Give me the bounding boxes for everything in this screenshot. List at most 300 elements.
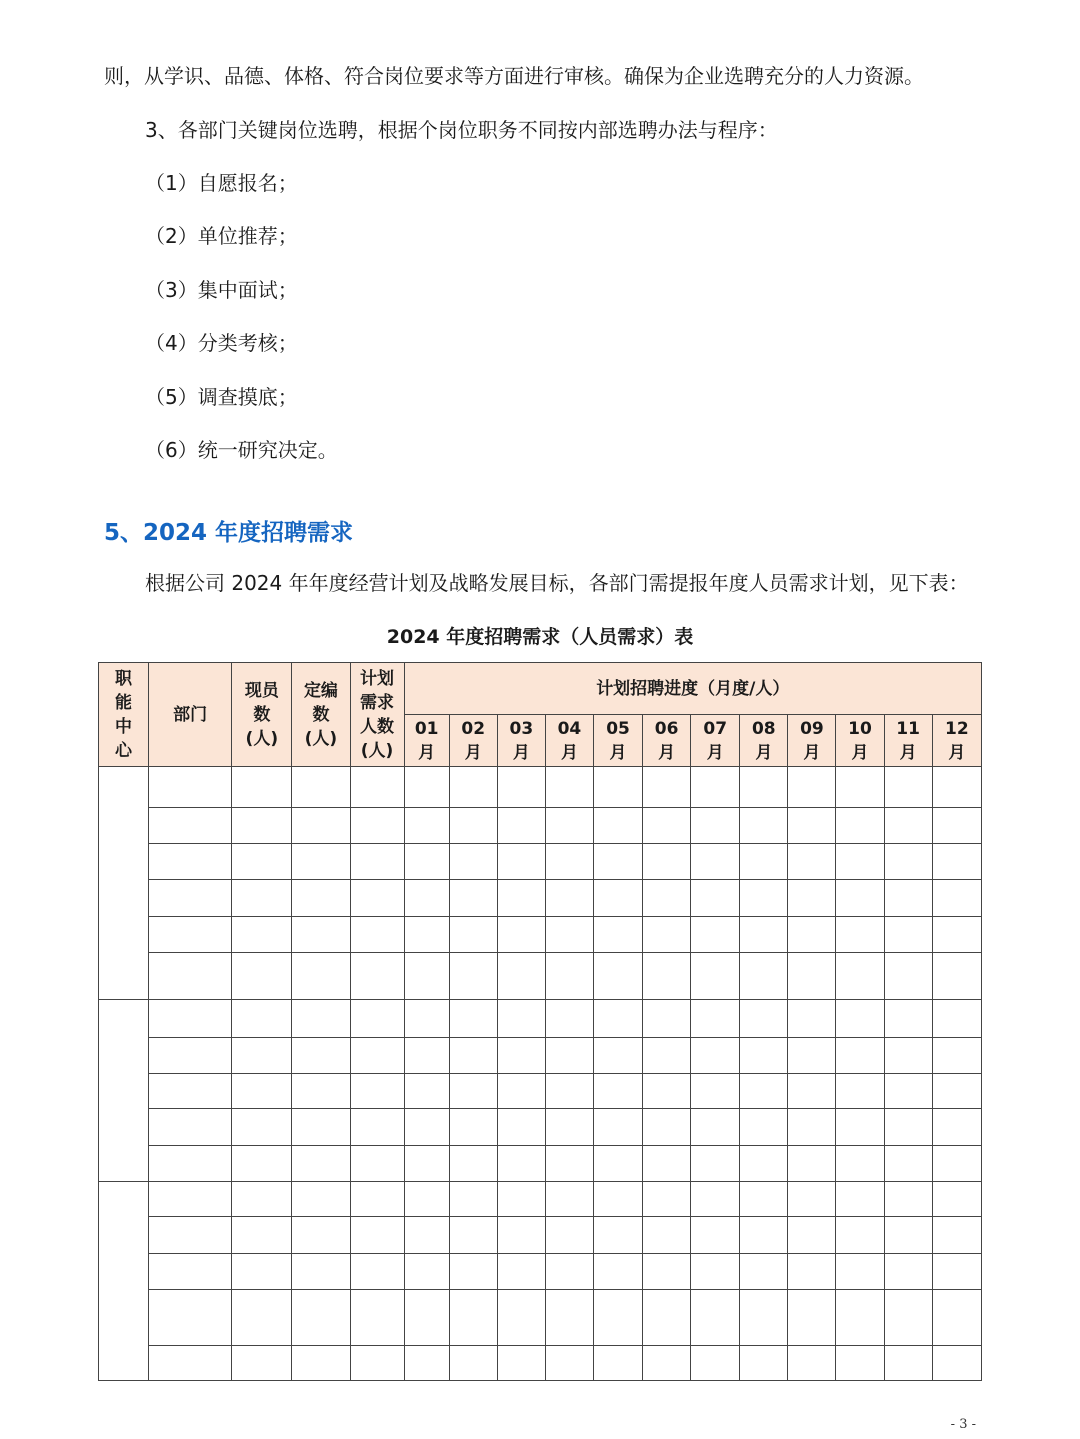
header-quota: 定编数(人) xyxy=(292,663,350,767)
table-row xyxy=(99,1146,982,1182)
table-cell[interactable] xyxy=(740,1290,788,1346)
table-cell[interactable] xyxy=(350,1074,404,1109)
table-cell[interactable] xyxy=(232,1109,292,1146)
table-cell[interactable] xyxy=(932,917,981,953)
table-row xyxy=(99,1346,982,1381)
table-cell[interactable] xyxy=(643,917,691,953)
table-cell[interactable] xyxy=(932,1182,981,1217)
table-cell[interactable] xyxy=(884,1217,932,1254)
header-month: 09 月 xyxy=(788,715,836,767)
table-cell[interactable] xyxy=(497,844,545,880)
table-cell[interactable] xyxy=(497,1290,545,1346)
table-row xyxy=(99,808,982,844)
table-cell[interactable] xyxy=(643,1217,691,1254)
table-cell[interactable] xyxy=(884,1146,932,1182)
table-cell[interactable] xyxy=(292,1109,350,1146)
table-cell[interactable] xyxy=(593,953,642,1000)
header-planned: 计划需求人数(人) xyxy=(350,663,404,767)
table-cell[interactable] xyxy=(545,953,593,1000)
table-cell[interactable] xyxy=(404,1109,449,1146)
table-cell[interactable] xyxy=(292,1346,350,1381)
table-cell[interactable] xyxy=(149,1290,232,1346)
table-cell[interactable] xyxy=(350,1182,404,1217)
table-cell[interactable] xyxy=(740,1109,788,1146)
table-cell[interactable] xyxy=(836,1182,884,1217)
table-cell[interactable] xyxy=(449,917,497,953)
table-cell[interactable] xyxy=(691,844,740,880)
table-cell[interactable] xyxy=(593,1146,642,1182)
table-cell[interactable] xyxy=(643,1290,691,1346)
table-cell[interactable] xyxy=(884,953,932,1000)
table-cell[interactable] xyxy=(497,1109,545,1146)
table-cell[interactable] xyxy=(497,1254,545,1290)
table-row xyxy=(99,1000,982,1038)
table-cell[interactable] xyxy=(884,1074,932,1109)
table-cell[interactable] xyxy=(884,1290,932,1346)
table-cell[interactable] xyxy=(643,1146,691,1182)
table-cell[interactable] xyxy=(232,808,292,844)
table-cell[interactable] xyxy=(232,1038,292,1074)
table-cell[interactable] xyxy=(149,844,232,880)
table-cell[interactable] xyxy=(691,1217,740,1254)
table-cell[interactable] xyxy=(149,767,232,808)
table-cell[interactable] xyxy=(788,1217,836,1254)
table-cell[interactable] xyxy=(497,767,545,808)
table-cell[interactable] xyxy=(643,1038,691,1074)
table-cell[interactable] xyxy=(740,1254,788,1290)
table-cell[interactable] xyxy=(545,917,593,953)
table-cell[interactable] xyxy=(788,1109,836,1146)
table-cell[interactable] xyxy=(232,767,292,808)
list-item-6: （6）统一研究决定。 xyxy=(145,438,338,462)
table-cell[interactable] xyxy=(545,808,593,844)
table-cell[interactable] xyxy=(593,1217,642,1254)
table-cell[interactable] xyxy=(404,880,449,917)
table-cell[interactable] xyxy=(836,1038,884,1074)
table-row xyxy=(99,1109,982,1146)
header-month: 07 月 xyxy=(691,715,740,767)
table-cell[interactable] xyxy=(350,1346,404,1381)
table-cell[interactable] xyxy=(292,1146,350,1182)
intro-paragraph: 根据公司 2024 年年度经营计划及战略发展目标，各部门需提报年度人员需求计划，见下表： xyxy=(145,571,969,595)
table-cell[interactable] xyxy=(350,880,404,917)
table-cell[interactable] xyxy=(149,1146,232,1182)
table-cell[interactable] xyxy=(232,1074,292,1109)
table-cell[interactable] xyxy=(788,767,836,808)
table-cell[interactable] xyxy=(232,917,292,953)
table-cell[interactable] xyxy=(292,767,350,808)
table-cell[interactable] xyxy=(691,1000,740,1038)
table-cell[interactable] xyxy=(932,1290,981,1346)
table-cell[interactable] xyxy=(449,953,497,1000)
table-cell[interactable] xyxy=(836,1346,884,1381)
table-cell[interactable] xyxy=(932,1109,981,1146)
table-cell[interactable] xyxy=(884,880,932,917)
table-cell[interactable] xyxy=(836,1254,884,1290)
table-cell[interactable] xyxy=(884,1182,932,1217)
table-cell[interactable] xyxy=(691,1109,740,1146)
table-cell[interactable] xyxy=(740,1146,788,1182)
table-cell[interactable] xyxy=(292,844,350,880)
table-cell[interactable] xyxy=(449,808,497,844)
table-cell[interactable] xyxy=(884,808,932,844)
table-cell[interactable] xyxy=(545,1254,593,1290)
table-cell[interactable] xyxy=(691,1074,740,1109)
table-cell[interactable] xyxy=(292,1074,350,1109)
table-cell[interactable] xyxy=(449,1038,497,1074)
table-cell[interactable] xyxy=(350,1109,404,1146)
table-cell[interactable] xyxy=(404,917,449,953)
table-cell[interactable] xyxy=(292,1038,350,1074)
table-cell[interactable] xyxy=(449,1346,497,1381)
table-cell[interactable] xyxy=(350,953,404,1000)
table-cell[interactable] xyxy=(545,1217,593,1254)
table-cell[interactable] xyxy=(740,844,788,880)
table-cell[interactable] xyxy=(449,1217,497,1254)
table-cell[interactable] xyxy=(691,1038,740,1074)
table-cell[interactable] xyxy=(545,1109,593,1146)
table-cell[interactable] xyxy=(350,917,404,953)
table-cell[interactable] xyxy=(404,1290,449,1346)
table-cell[interactable] xyxy=(836,844,884,880)
table-cell[interactable] xyxy=(232,1182,292,1217)
center-cell[interactable] xyxy=(99,767,149,1000)
table-cell[interactable] xyxy=(691,1290,740,1346)
table-cell[interactable] xyxy=(149,1000,232,1038)
table-cell[interactable] xyxy=(404,1217,449,1254)
table-cell[interactable] xyxy=(497,953,545,1000)
table-cell[interactable] xyxy=(497,917,545,953)
table-cell[interactable] xyxy=(788,808,836,844)
table-cell[interactable] xyxy=(292,953,350,1000)
table-cell[interactable] xyxy=(149,1074,232,1109)
table-cell[interactable] xyxy=(884,1346,932,1381)
table-cell[interactable] xyxy=(149,1109,232,1146)
table-cell[interactable] xyxy=(643,808,691,844)
table-cell[interactable] xyxy=(449,1074,497,1109)
table-cell[interactable] xyxy=(350,808,404,844)
table-cell[interactable] xyxy=(932,1146,981,1182)
table-cell[interactable] xyxy=(497,1182,545,1217)
table-cell[interactable] xyxy=(740,1000,788,1038)
table-cell[interactable] xyxy=(292,1217,350,1254)
center-cell[interactable] xyxy=(99,1000,149,1182)
table-cell[interactable] xyxy=(836,1000,884,1038)
table-cell[interactable] xyxy=(691,917,740,953)
table-row xyxy=(99,1217,982,1254)
table-cell[interactable] xyxy=(232,1217,292,1254)
table-cell[interactable] xyxy=(932,1346,981,1381)
table-cell[interactable] xyxy=(404,1038,449,1074)
table-cell[interactable] xyxy=(593,1074,642,1109)
table-cell[interactable] xyxy=(593,917,642,953)
table-cell[interactable] xyxy=(545,1182,593,1217)
table-cell[interactable] xyxy=(740,808,788,844)
table-cell[interactable] xyxy=(497,1217,545,1254)
table-cell[interactable] xyxy=(643,1000,691,1038)
table-cell[interactable] xyxy=(545,1000,593,1038)
table-cell[interactable] xyxy=(691,1254,740,1290)
section-heading: 5、2024 年度招聘需求 xyxy=(104,520,354,546)
table-cell[interactable] xyxy=(740,767,788,808)
table-row xyxy=(99,1038,982,1074)
table-cell[interactable] xyxy=(643,880,691,917)
table-cell[interactable] xyxy=(449,1000,497,1038)
table-cell[interactable] xyxy=(292,880,350,917)
table-cell[interactable] xyxy=(149,1346,232,1381)
table-row xyxy=(99,880,982,917)
header-month: 03 月 xyxy=(497,715,545,767)
table-cell[interactable] xyxy=(292,917,350,953)
header-month: 05 月 xyxy=(593,715,642,767)
table-cell[interactable] xyxy=(497,1146,545,1182)
table-cell[interactable] xyxy=(884,767,932,808)
center-cell[interactable] xyxy=(99,1182,149,1381)
recruitment-table xyxy=(98,662,982,1381)
table-cell[interactable] xyxy=(932,953,981,1000)
table-cell[interactable] xyxy=(836,917,884,953)
table-cell[interactable] xyxy=(149,808,232,844)
table-cell[interactable] xyxy=(232,1146,292,1182)
table-cell[interactable] xyxy=(836,880,884,917)
table-cell[interactable] xyxy=(149,953,232,1000)
table-cell[interactable] xyxy=(232,953,292,1000)
header-row-1 xyxy=(99,663,982,715)
table-cell[interactable] xyxy=(643,1109,691,1146)
table-cell[interactable] xyxy=(350,1000,404,1038)
table-cell[interactable] xyxy=(788,917,836,953)
table-cell[interactable] xyxy=(788,953,836,1000)
table-cell[interactable] xyxy=(593,1346,642,1381)
table-cell[interactable] xyxy=(404,767,449,808)
list-item-2: （2）单位推荐； xyxy=(145,224,298,248)
table-cell[interactable] xyxy=(232,880,292,917)
table-cell[interactable] xyxy=(932,880,981,917)
table-cell[interactable] xyxy=(691,1346,740,1381)
table-cell[interactable] xyxy=(350,1038,404,1074)
table-cell[interactable] xyxy=(691,767,740,808)
header-month: 04 月 xyxy=(545,715,593,767)
table-cell[interactable] xyxy=(932,1217,981,1254)
table-cell[interactable] xyxy=(497,1000,545,1038)
table-cell[interactable] xyxy=(643,767,691,808)
table-cell[interactable] xyxy=(788,1074,836,1109)
table-cell[interactable] xyxy=(788,1254,836,1290)
table-cell[interactable] xyxy=(643,1074,691,1109)
header-month: 06 月 xyxy=(643,715,691,767)
table-cell[interactable] xyxy=(836,1217,884,1254)
header-month: 11 月 xyxy=(884,715,932,767)
table-cell[interactable] xyxy=(232,1000,292,1038)
table-cell[interactable] xyxy=(593,1109,642,1146)
table-cell[interactable] xyxy=(545,1290,593,1346)
table-cell[interactable] xyxy=(932,1000,981,1038)
list-item-4: （4）分类考核； xyxy=(145,331,298,355)
table-cell[interactable] xyxy=(932,844,981,880)
table-row xyxy=(99,1074,982,1109)
table-cell[interactable] xyxy=(350,844,404,880)
table-cell[interactable] xyxy=(836,953,884,1000)
table-cell[interactable] xyxy=(449,1290,497,1346)
table-row xyxy=(99,1254,982,1290)
table-cell[interactable] xyxy=(404,844,449,880)
table-cell[interactable] xyxy=(497,1346,545,1381)
table-cell[interactable] xyxy=(350,1217,404,1254)
table-cell[interactable] xyxy=(593,1182,642,1217)
table-cell[interactable] xyxy=(740,880,788,917)
table-cell[interactable] xyxy=(932,1038,981,1074)
paragraph-2: 3、各部门关键岗位选聘，根据个岗位职务不同按内部选聘办法与程序： xyxy=(145,118,778,142)
table-cell[interactable] xyxy=(292,1290,350,1346)
table-cell[interactable] xyxy=(932,1074,981,1109)
header-dept: 部门 xyxy=(149,663,232,767)
table-cell[interactable] xyxy=(691,808,740,844)
table-cell[interactable] xyxy=(593,808,642,844)
table-cell[interactable] xyxy=(449,1254,497,1290)
table-cell[interactable] xyxy=(836,1074,884,1109)
table-cell[interactable] xyxy=(232,1346,292,1381)
table-cell[interactable] xyxy=(593,1254,642,1290)
table-cell[interactable] xyxy=(404,1182,449,1217)
table-cell[interactable] xyxy=(932,1254,981,1290)
table-cell[interactable] xyxy=(932,767,981,808)
table-cell[interactable] xyxy=(643,953,691,1000)
table-cell[interactable] xyxy=(836,767,884,808)
table-cell[interactable] xyxy=(292,1000,350,1038)
table-cell[interactable] xyxy=(836,1290,884,1346)
table-cell[interactable] xyxy=(292,808,350,844)
list-item-1: （1）自愿报名； xyxy=(145,171,298,195)
table-cell[interactable] xyxy=(545,844,593,880)
table-cell[interactable] xyxy=(836,1109,884,1146)
table-cell[interactable] xyxy=(404,808,449,844)
table-cell[interactable] xyxy=(149,1217,232,1254)
table-cell[interactable] xyxy=(449,1146,497,1182)
header-month: 01 月 xyxy=(404,715,449,767)
table-cell[interactable] xyxy=(350,1290,404,1346)
table-cell[interactable] xyxy=(149,1182,232,1217)
header-month: 02 月 xyxy=(449,715,497,767)
table-cell[interactable] xyxy=(884,1254,932,1290)
table-cell[interactable] xyxy=(691,953,740,1000)
table-cell[interactable] xyxy=(149,1038,232,1074)
table-cell[interactable] xyxy=(545,767,593,808)
table-cell[interactable] xyxy=(643,844,691,880)
header-progress: 计划招聘进度（月度/人） xyxy=(404,663,981,715)
table-cell[interactable] xyxy=(449,844,497,880)
table-row xyxy=(99,844,982,880)
table-cell[interactable] xyxy=(884,1000,932,1038)
table-cell[interactable] xyxy=(836,808,884,844)
table-cell[interactable] xyxy=(884,1038,932,1074)
table-cell[interactable] xyxy=(932,808,981,844)
table-cell[interactable] xyxy=(836,1146,884,1182)
table-cell[interactable] xyxy=(497,1038,545,1074)
table-cell[interactable] xyxy=(449,767,497,808)
table-cell[interactable] xyxy=(788,880,836,917)
paragraph-1: 则，从学识、品德、体格、符合岗位要求等方面进行审核。确保为企业选聘充分的人力资源。 xyxy=(104,64,924,88)
table-cell[interactable] xyxy=(404,1074,449,1109)
table-cell[interactable] xyxy=(593,844,642,880)
table-cell[interactable] xyxy=(545,1346,593,1381)
table-cell[interactable] xyxy=(149,917,232,953)
table-cell[interactable] xyxy=(497,1074,545,1109)
table-cell[interactable] xyxy=(593,1000,642,1038)
table-title: 2024 年度招聘需求（人员需求）表 xyxy=(386,626,694,648)
page-number: - 3 - xyxy=(950,1417,976,1432)
table-cell[interactable] xyxy=(593,880,642,917)
table-cell[interactable] xyxy=(884,917,932,953)
table-cell[interactable] xyxy=(788,844,836,880)
table-cell[interactable] xyxy=(788,1290,836,1346)
table-cell[interactable] xyxy=(740,1182,788,1217)
table-cell[interactable] xyxy=(545,880,593,917)
table-cell[interactable] xyxy=(545,1146,593,1182)
table-cell[interactable] xyxy=(232,1290,292,1346)
table-cell[interactable] xyxy=(593,1290,642,1346)
table-cell[interactable] xyxy=(232,1254,292,1290)
table-cell[interactable] xyxy=(497,808,545,844)
table-cell[interactable] xyxy=(788,1346,836,1381)
table-cell[interactable] xyxy=(691,880,740,917)
table-cell[interactable] xyxy=(149,1254,232,1290)
table-cell[interactable] xyxy=(545,1074,593,1109)
table-cell[interactable] xyxy=(691,1146,740,1182)
table-cell[interactable] xyxy=(740,917,788,953)
table-cell[interactable] xyxy=(788,1038,836,1074)
table-cell[interactable] xyxy=(350,1254,404,1290)
table-cell[interactable] xyxy=(740,1038,788,1074)
table-cell[interactable] xyxy=(593,767,642,808)
table-row xyxy=(99,917,982,953)
header-month: 08 月 xyxy=(740,715,788,767)
table-cell[interactable] xyxy=(497,880,545,917)
table-cell[interactable] xyxy=(404,953,449,1000)
table-cell[interactable] xyxy=(404,1000,449,1038)
table-cell[interactable] xyxy=(404,1346,449,1381)
table-cell[interactable] xyxy=(643,1182,691,1217)
table-cell[interactable] xyxy=(788,1182,836,1217)
list-item-5: （5）调查摸底； xyxy=(145,385,298,409)
table-row xyxy=(99,767,982,808)
table-cell[interactable] xyxy=(593,1038,642,1074)
table-row xyxy=(99,1290,982,1346)
table-cell[interactable] xyxy=(740,1074,788,1109)
table-cell[interactable] xyxy=(449,880,497,917)
table-cell[interactable] xyxy=(740,1346,788,1381)
table-cell[interactable] xyxy=(740,953,788,1000)
table-cell[interactable] xyxy=(884,844,932,880)
table-cell[interactable] xyxy=(292,1182,350,1217)
table-cell[interactable] xyxy=(350,1146,404,1182)
table-cell[interactable] xyxy=(643,1346,691,1381)
table-cell[interactable] xyxy=(788,1000,836,1038)
table-cell[interactable] xyxy=(449,1182,497,1217)
table-cell[interactable] xyxy=(788,1146,836,1182)
table-cell[interactable] xyxy=(884,1109,932,1146)
table-cell[interactable] xyxy=(545,1038,593,1074)
table-cell[interactable] xyxy=(404,1146,449,1182)
table-cell[interactable] xyxy=(740,1217,788,1254)
table-cell[interactable] xyxy=(350,767,404,808)
table-cell[interactable] xyxy=(643,1254,691,1290)
table-cell[interactable] xyxy=(691,1182,740,1217)
table-cell[interactable] xyxy=(292,1254,350,1290)
table-cell[interactable] xyxy=(404,1254,449,1290)
table-cell[interactable] xyxy=(449,1109,497,1146)
table-cell[interactable] xyxy=(232,844,292,880)
table-cell[interactable] xyxy=(149,880,232,917)
